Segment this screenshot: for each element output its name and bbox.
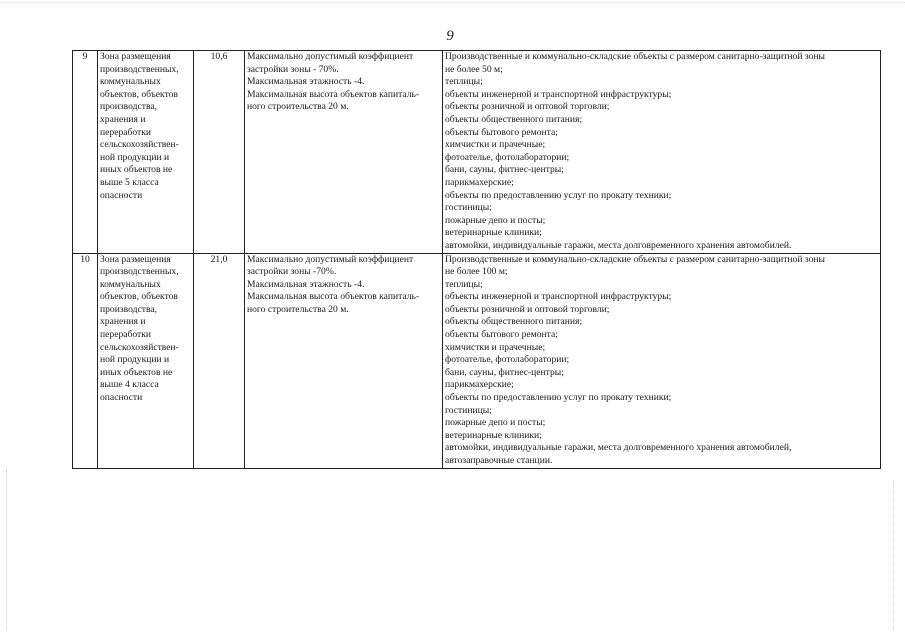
zone-name-line: ной продукции и — [100, 354, 170, 366]
use-line: фотоателье, фотолаборатории; — [445, 354, 570, 366]
parameter-line: Максимальная высота объектов капиталь- — [247, 291, 420, 303]
use-line: объекты инженерной и транспортной инфраструктуры; — [445, 291, 672, 303]
use-line: ветеринарные клиники; — [445, 227, 542, 239]
zone-name-line: выше 5 класса — [100, 176, 159, 188]
zone-parameters — [245, 253, 443, 468]
zone-name-line: производства, — [100, 101, 158, 113]
use-line: парикмахерские; — [445, 379, 514, 391]
zone-name-line: опасности — [100, 392, 143, 404]
use-line: объекты розничной и оптовой торговли; — [445, 101, 610, 113]
use-line: теплицы; — [445, 278, 483, 290]
zone-name-line: производственных, — [100, 266, 179, 278]
use-line: Производственные и коммунально-складские объекты с размером санитарно-защитной зоны — [445, 51, 825, 62]
zone-name-line: хранения и — [100, 113, 146, 125]
zone-name-line: иных объектов не — [100, 164, 173, 176]
scan-artifact-top — [0, 2, 905, 4]
parameter-line: Максимальная этажность -4. — [247, 76, 365, 88]
use-line: ветеринарные клиники; — [445, 429, 542, 441]
zone-name-line: ной продукции и — [100, 151, 170, 163]
permitted-uses — [443, 253, 881, 468]
scan-artifact-right — [893, 480, 895, 630]
use-line: пожарные депо и посты; — [445, 417, 546, 429]
use-line: Производственные и коммунально-складские объекты с размером санитарно-защитной зоны — [445, 253, 825, 265]
zone-name-line: сельскохозяйствен- — [100, 341, 179, 353]
parameter-line: застройки зоны -70%. — [247, 266, 337, 278]
zone-name-line: переработки — [100, 126, 152, 138]
use-line: объекты инженерной и транспортной инфраструктуры; — [445, 88, 672, 100]
zone-name-line: объектов, объектов — [100, 88, 178, 100]
parameter-line: Максимально допустимый коэффициент — [247, 253, 414, 265]
use-line: химчистки и прачечные; — [445, 341, 546, 353]
zone-name-line: переработки — [100, 329, 152, 341]
zone-name-line: иных объектов не — [100, 366, 173, 378]
row-number: 9 — [73, 51, 98, 254]
row-number: 10 — [73, 253, 98, 468]
use-line: химчистки и прачечные; — [445, 139, 546, 151]
zone-parameters — [245, 51, 443, 254]
parameter-line: застройки зоны - 70%. — [247, 63, 339, 75]
use-line: гостиницы; — [445, 404, 492, 416]
parameter-line: Максимальная высота объектов капиталь- — [247, 88, 420, 100]
zone-name-line: выше 4 класса — [100, 379, 159, 391]
zone-name-line: хранения и — [100, 316, 146, 328]
use-line: парикмахерские; — [445, 176, 514, 188]
zone-area: 10,6 — [194, 51, 245, 254]
use-line: объекты по предоставлению услуг по прокату техники; — [445, 189, 672, 201]
use-line: теплицы; — [445, 76, 483, 88]
use-line: автомойки, индивидуальные гаражи, места долговременного хранения автомобилей, — [445, 442, 792, 454]
page-number: 9 — [446, 28, 454, 44]
use-line: фотоателье, фотолаборатории; — [445, 151, 570, 163]
zone-name-line: опасности — [100, 189, 143, 201]
use-line: объекты общественного питания; — [445, 316, 583, 328]
use-line: автомойки, индивидуальные гаражи, места долговременного хранения автомобилей. — [445, 239, 792, 251]
use-line: не более 100 м; — [445, 266, 508, 278]
zone-name-line: Зона размещения — [100, 51, 171, 62]
use-line: гостиницы; — [445, 202, 492, 214]
use-line: не более 50 м; — [445, 63, 503, 75]
zone-name-line: коммунальных — [100, 278, 161, 290]
table-row — [73, 253, 881, 468]
zone-name-line: производственных, — [100, 63, 179, 75]
zone-name-line: объектов, объектов — [100, 291, 178, 303]
parameter-line: Максимальная этажность -4. — [247, 278, 365, 290]
use-line: бани, сауны, фитнес-центры; — [445, 164, 564, 176]
parameter-line: ного строительства 20 м. — [247, 303, 349, 315]
zone-name-line: сельскохозяйствен- — [100, 139, 179, 151]
use-line: объекты бытового ремонта; — [445, 329, 558, 341]
parameter-line: Максимально допустимый коэффициент — [247, 51, 414, 62]
zone-name — [98, 253, 194, 468]
use-line: бани, сауны, фитнес-центры; — [445, 366, 564, 378]
use-line: объекты розничной и оптовой торговли; — [445, 303, 610, 315]
zones-table — [72, 50, 881, 469]
use-line: объекты по предоставлению услуг по прокату техники; — [445, 392, 672, 404]
use-line: автозаправочные станции. — [445, 455, 553, 466]
scan-artifact-left — [6, 470, 8, 630]
zone-name — [98, 51, 194, 254]
parameter-line: ного строительства 20 м. — [247, 101, 349, 113]
use-line: пожарные депо и посты; — [445, 214, 546, 226]
use-line: объекты общественного питания; — [445, 113, 583, 125]
table-row — [73, 51, 881, 254]
zone-name-line: коммунальных — [100, 76, 161, 88]
permitted-uses — [443, 51, 881, 254]
use-line: объекты бытового ремонта; — [445, 126, 558, 138]
zone-name-line: Зона размещения — [100, 253, 171, 265]
zone-area: 21,0 — [194, 253, 245, 468]
zone-name-line: производства, — [100, 303, 158, 315]
